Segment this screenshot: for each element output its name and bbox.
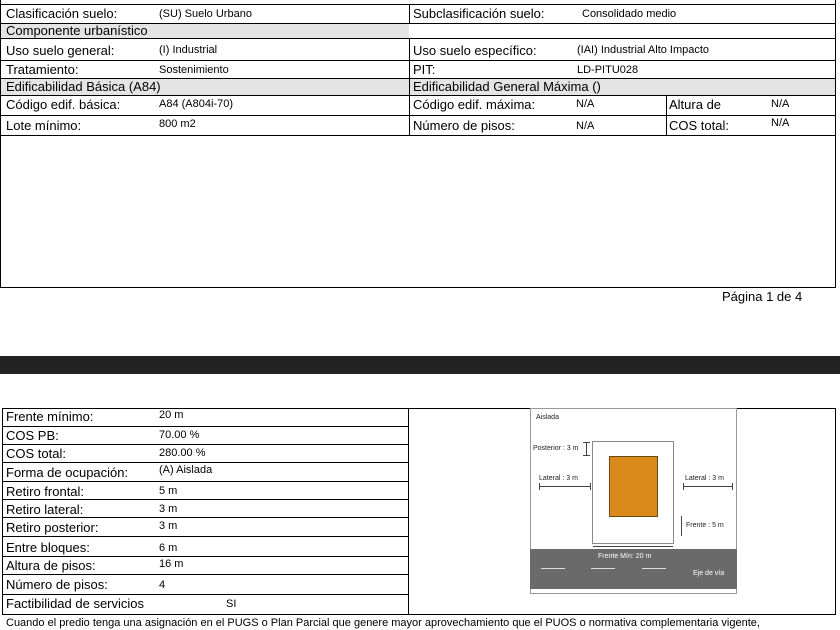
altura-de-label: Altura de [669,97,722,112]
frente-label: Frente : 5 m [686,522,724,529]
lateral-left-label: Lateral : 3 m [539,475,578,482]
forma-ocupacion-label: Forma de ocupación: [6,465,129,480]
lateral-right-label: Lateral : 3 m [685,475,724,482]
lote-minimo-label: Lote mínimo: [6,118,82,133]
codigo-basica-value: A84 (A804i-70) [159,98,233,110]
diagram-title: Aislada [536,414,559,421]
retiro-frontal-value: 5 m [159,485,178,497]
componente-heading: Componente urbanístico [6,23,148,38]
subclasificacion-label: Subclasificación suelo: [413,6,545,21]
edif-general-heading: Edificabilidad General Máxima () [413,79,601,94]
page-separator [0,356,840,374]
factibilidad-value: SI [226,598,237,610]
uso-especifico-label: Uso suelo específico: [413,43,537,58]
subclasificacion-value: Consolidado medio [582,8,677,20]
tratamiento-value: Sostenimiento [159,64,229,76]
page-number: Página 1 de 4 [722,289,803,304]
clasificacion-value: (SU) Suelo Urbano [159,8,252,20]
codigo-maxima-label: Código edif. máxima: [413,97,536,112]
altura-pisos-label: Altura de pisos: [6,558,96,573]
numero-pisos-value: N/A [576,120,595,132]
cos-pb-value: 70.00 % [159,429,200,441]
cos-total-label: COS total: [669,118,729,133]
retiro-posterior-value: 3 m [159,520,178,532]
uso-general-value: (I) Industrial [159,44,218,56]
clasificacion-label: Clasificación suelo: [6,6,118,21]
pit-value: LD-PITU028 [577,64,639,76]
retiro-lateral-label: Retiro lateral: [6,502,84,517]
cos-total-2-value: 280.00 % [159,447,206,459]
posterior-label: Posterior : 3 m [533,445,579,452]
entre-bloques-label: Entre bloques: [6,540,90,555]
cos-total-2-label: COS total: [6,446,66,461]
altura-de-value: N/A [771,98,790,110]
cos-total-value: N/A [771,117,790,129]
codigo-basica-label: Código edif. básica: [6,97,121,112]
frente-minimo-value: 20 m [159,409,184,421]
entre-bloques-value: 6 m [159,542,178,554]
cos-pb-label: COS PB: [6,428,59,443]
frente-minimo-label: Frente mínimo: [6,409,94,424]
uso-especifico-value: (IAI) Industrial Alto Impacto [577,44,710,56]
tratamiento-label: Tratamiento: [6,62,79,77]
factibilidad-label: Factibilidad de servicios [6,596,145,611]
numero-pisos-2-value: 4 [159,579,166,591]
retiro-frontal-label: Retiro frontal: [6,484,85,499]
eje-via-label: Eje de vía [693,570,725,577]
lote-minimo-value: 800 m2 [159,118,196,130]
edif-basica-heading: Edificabilidad Básica (A84) [6,79,161,94]
frente-min-label: Frente Mín: 20 m [598,553,652,560]
retiro-posterior-label: Retiro posterior: [6,520,99,535]
numero-pisos-2-label: Número de pisos: [6,577,108,592]
altura-pisos-value: 16 m [159,558,184,570]
footnote: Cuando el predio tenga una asignación en el PUGS o Plan Parcial que genere mayor aprovechamiento que el PUOS o normativa complementaria vigente, [6,617,760,629]
forma-ocupacion-value: (A) Aislada [159,464,213,476]
building-footprint [609,456,658,517]
codigo-maxima-value: N/A [576,98,595,110]
pit-label: PIT: [413,62,436,77]
retiro-lateral-value: 3 m [159,503,178,515]
uso-general-label: Uso suelo general: [6,43,115,58]
numero-pisos-label: Número de pisos: [413,118,515,133]
